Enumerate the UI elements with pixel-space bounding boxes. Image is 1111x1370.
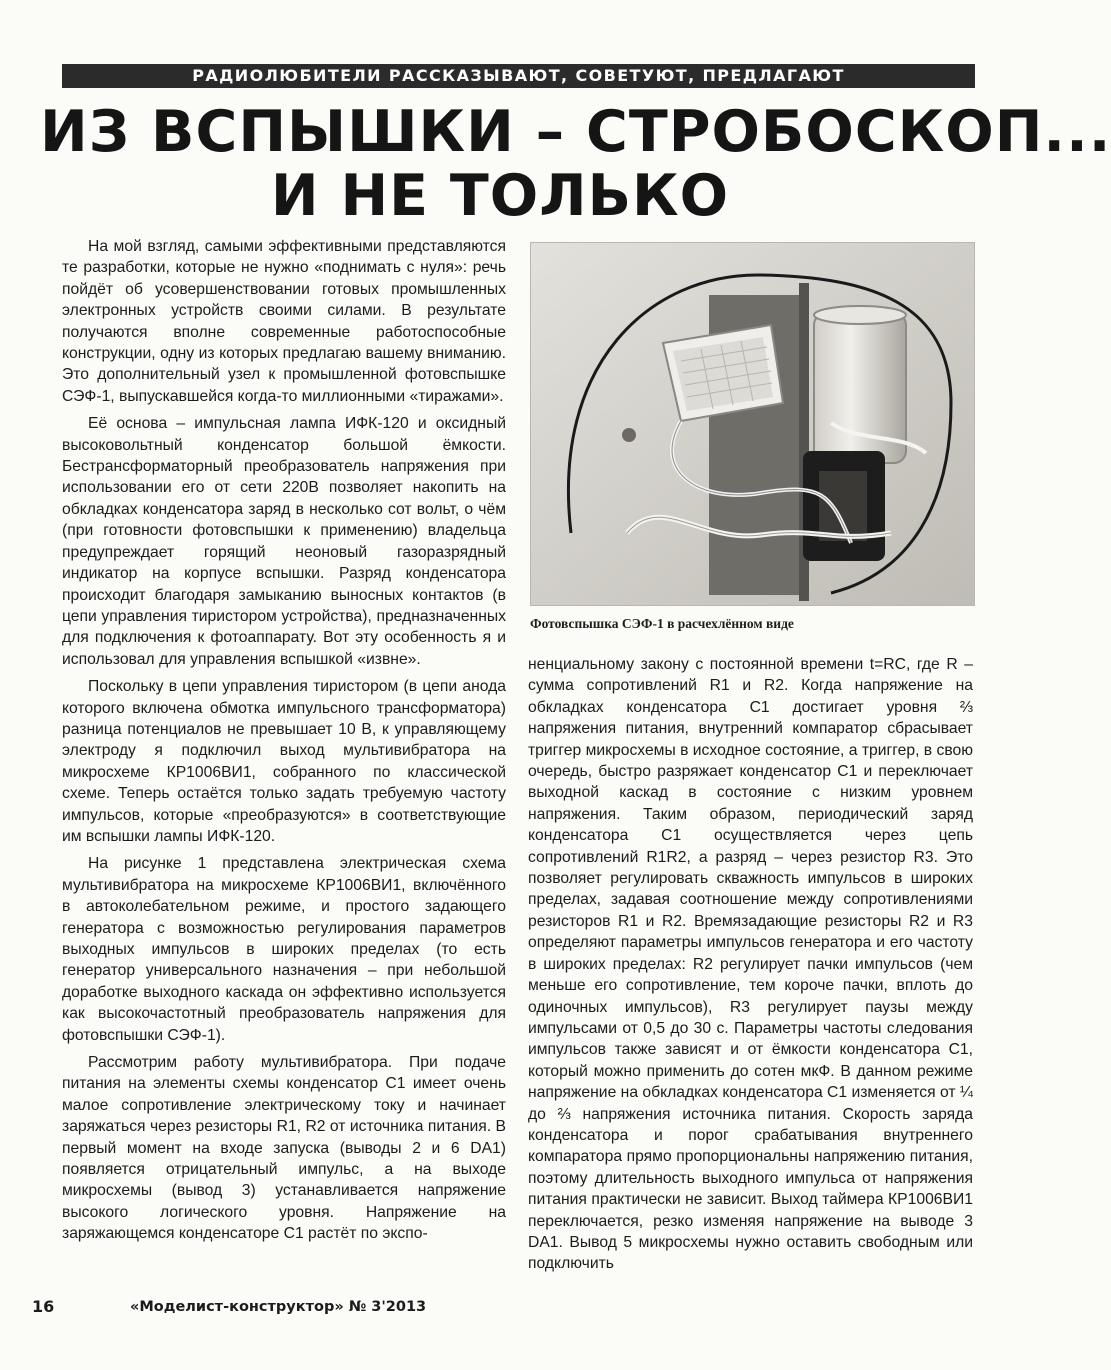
- title-line-1: ИЗ ВСПЫШКИ – СТРОБОСКОП...: [40, 99, 1111, 165]
- photo-caption: Фотовспышка СЭФ-1 в расчехлённом виде: [530, 616, 794, 631]
- rubric-banner: РАДИОЛЮБИТЕЛИ РАССКАЗЫВАЮТ, СОВЕТУЮТ, ПРЕДЛАГАЮТ: [62, 64, 975, 88]
- paragraph: Её основа – импульсная лампа ИФК-120 и оксидный высоковольтный конденсатор большой ёмкости. Бестрансформаторный преобразователь напряжения при использовании его от сети 220В позволяет накопить на обкладках конденсатора заряд в несколько сот вольт, о чём (при готовности фотовспышки к применению) владельца предупреждает горящий неоновый газоразрядный индикатор на корпусе вспышки. Разряд конденсатора происходит благодаря замыканию выносных контактов (в цепи управления тиристором устройства), предназначенных для подключения к фотоаппарату. Вот эту особенность я и использовал для управления вспышкой «извне».: [62, 415, 506, 668]
- magazine-issue: «Моделист-конструктор» № 3'2013: [130, 1299, 427, 1315]
- right-column: [528, 654, 973, 1294]
- page-number: 16: [32, 1297, 55, 1316]
- article-title: [40, 99, 1111, 229]
- left-column: [62, 236, 506, 1286]
- paragraph: На мой взгляд, самыми эффективными представляются те разработки, которые не нужно «поднимать с нуля»: речь пойдёт об усовершенствовании готовых промышленных электронных устройств своими силами. В результате получаются вполне современные работоспособные конструкции, одну из которых предлагаю вашему вниманию. Это дополнительный узел к промышленной фотовспышке СЭФ-1, выпускавшейся когда-то миллионными «тиражами».: [62, 238, 506, 405]
- paragraph: Рассмотрим работу мультивибратора. При подаче питания на элементы схемы конденсатор С1 имеет очень малое сопротивление электрическому току и начинает заряжаться через резисторы R1, R2 от источника питания. В первый момент на входе запуска (выводы 2 и 6 DA1) появляется отрицательный импульс, а на выходе микросхемы (вывод 3) устанавливается напряжение высокого логического уровня. Напряжение на заряжающемся конденсаторе С1 растёт по экспо-: [62, 1054, 506, 1243]
- paragraph: На рисунке 1 представлена электрическая схема мультивибратора на микросхеме КР1006ВИ1, включённого в автоколебательном режиме, и простого задающего генератора с возможностью регулирования параметров выходных импульсов в широких пределах (то есть генератор универсального назначения – при небольшой доработке выходного каскада он эффективно используется как высокочастотный преобразователь напряжения для фотовспышки СЭФ-1).: [62, 855, 506, 1044]
- title-line-2: И НЕ ТОЛЬКО: [270, 163, 730, 229]
- paragraph: Поскольку в цепи управления тиристором (в цепи анода которого включена обмотка импульсного трансформатора) разница потенциалов не превышает 10 В, к управляющему электроду я подключил выход мультивибратора на микросхеме КР1006ВИ1, собранного по классической схеме. Теперь остаётся только задать требуемую частоту импульсов, которые «преобразуются» в соответствующие им вспышки лампы ИФК-120.: [62, 678, 506, 845]
- flash-unit-photo: [530, 242, 975, 606]
- paragraph: ненциальному закону с постоянной времени t=RC, где R – сумма сопротивлений R1 и R2. Когда напряжение на обкладках конденсатора С1 достигает уровня ⅔ напряжения питания, внутренний компаратор сбрасывает триггер микросхемы в исходное состояние, а триггер, в свою очередь, быстро разряжает конденсатор С1 и переключает выходной каскад в состояние с низким уровнем напряжения. Таким образом, периодический заряд конденсатора С1 осуществляется через цепь сопротивлений R1R2, а разряд – через резистор R3. Это позволяет регулировать скважность импульсов в широких пределах, задавая соотношение между сопротивлениями резисторов R1 и R2. Времязадающие резисторы R2 и R3 определяют параметры импульсов генератора и его частоту в широких пределах: R2 регулирует пачки импульсов (чем меньше его сопротивление, тем короче пачки, вплоть до одиночных импульсов), R3 регулирует паузы между импульсами от 0,5 до 30 с. Параметры частоты следования импульсов также зависят и от ёмкости конденсатора С1, который можно применить до сотен мкФ. В данном режиме напряжение на обкладках конденсатора С1 изменяется от ¼ до ⅔ напряжения источника питания. Скорость заряда конденсатора и порог срабатывания внутреннего компаратора прямо пропорциональны напряжению питания, поэтому длительность выходного импульса от напряжения питания практически не зависит. Выход таймера КР1006ВИ1 переключается, резко изменяя напряжение на выводе 3 DA1. Вывод 5 микросхемы нужно оставить свободным или подключить: [528, 656, 974, 1273]
